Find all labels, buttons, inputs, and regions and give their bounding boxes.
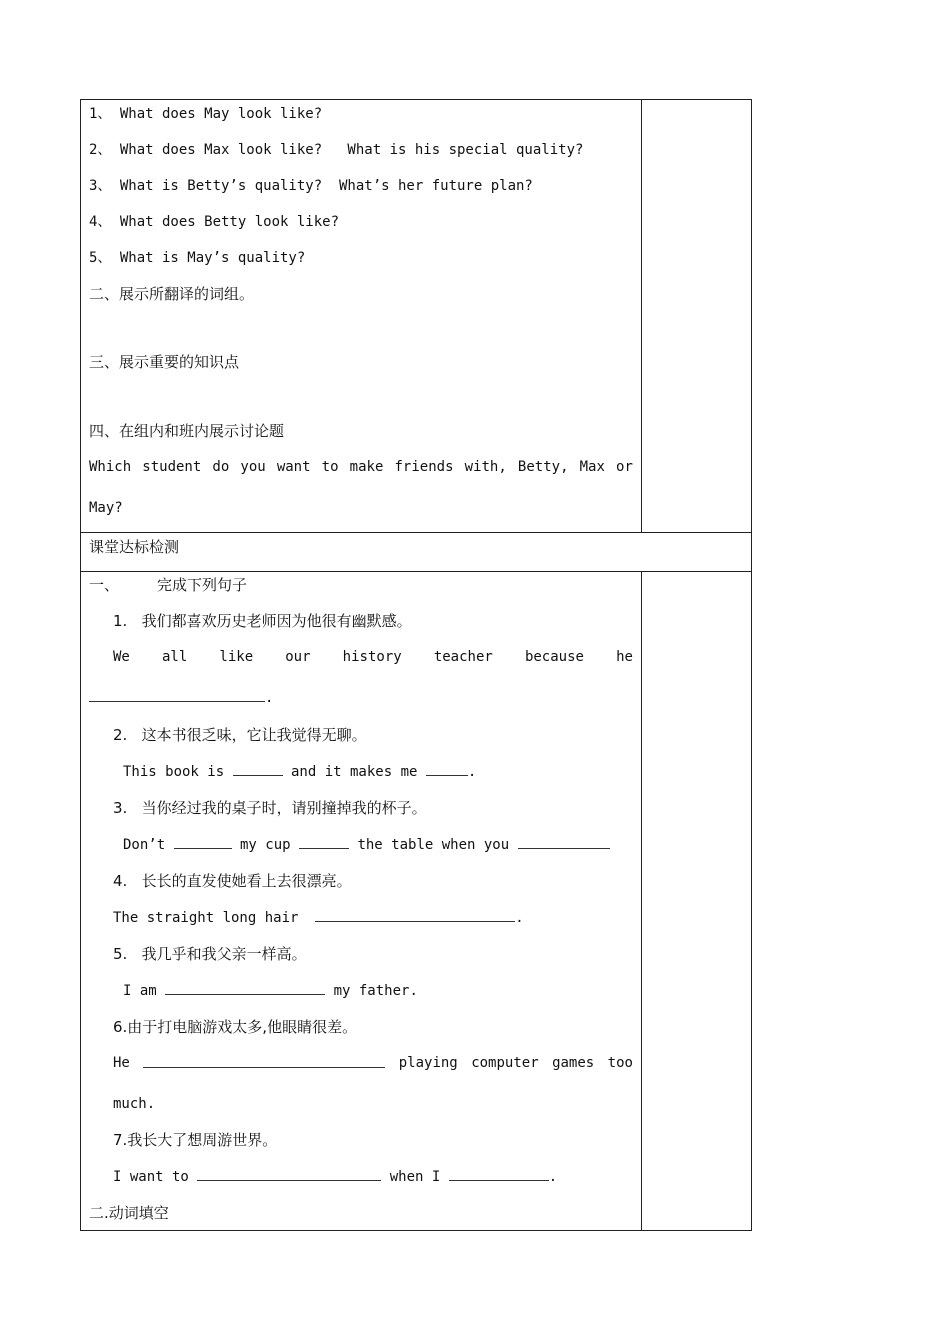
discussion-word: with, <box>464 459 507 475</box>
discussion-word: Betty, <box>517 459 569 475</box>
sentence-1-word: teacher <box>433 649 493 665</box>
exercise-cell <box>81 572 642 1230</box>
discussion-word: friends <box>394 459 454 475</box>
sentence-5-english: I am my father. <box>89 980 633 1001</box>
discussion-word: do <box>212 459 230 475</box>
discussion-word: Max <box>579 459 605 475</box>
sentence-1-word: all <box>161 649 188 665</box>
discussion-word: want <box>276 459 311 475</box>
part-1-number: 一、 <box>89 576 120 594</box>
question-4: 4、 What does Betty look like? <box>89 214 340 230</box>
section-3-heading: 三、展示重要的知识点 <box>89 353 240 371</box>
answer-blank[interactable] <box>165 980 325 995</box>
sentence-2-english: This book is and it makes me . <box>89 761 633 782</box>
notes-cell <box>642 100 751 532</box>
discussion-question <box>89 457 633 477</box>
discussion-word: student <box>142 459 202 475</box>
question-5: 5、 What is May’s quality? <box>89 250 306 266</box>
sentence-4-chinese: 4. 长长的直发使她看上去很漂亮。 <box>113 872 352 890</box>
sentence-1-word: because <box>524 649 584 665</box>
answer-blank[interactable] <box>426 761 468 776</box>
sentence-6-word: games <box>552 1055 595 1071</box>
question-2: 2、 What does Max look like? What is his special quality? <box>89 142 584 158</box>
sentence-6-english <box>89 1053 633 1073</box>
sentence-6-word: computer <box>471 1055 539 1071</box>
discussion-word: or <box>616 459 633 475</box>
sentence-6-word: too <box>607 1055 633 1071</box>
sentence-1-word: We <box>113 649 130 665</box>
sentence-1-continuation: . <box>89 687 633 708</box>
sentence-6-chinese: 6.由于打电脑游戏太多,他眼睛很差。 <box>113 1018 358 1036</box>
answer-blank[interactable] <box>233 761 283 776</box>
sentence-6-word: playing <box>398 1055 458 1071</box>
sentence-1-word: like <box>219 649 254 665</box>
discussion-question-end: May? <box>89 500 123 516</box>
answer-blank[interactable] <box>89 687 265 702</box>
answer-blank[interactable] <box>449 1166 549 1181</box>
sentence-1-chinese: 1. 我们都喜欢历史老师因为他很有幽默感。 <box>113 612 412 630</box>
sentence-7-chinese: 7.我长大了想周游世界。 <box>113 1131 278 1149</box>
test-header-cell <box>81 533 751 571</box>
discussion-word: to <box>321 459 339 475</box>
sentence-6-word: He <box>113 1055 130 1071</box>
part-2-heading: 二.动词填空 <box>89 1204 169 1222</box>
sentence-2-chinese: 2. 这本书很乏味，它让我觉得无聊。 <box>113 726 367 744</box>
answer-blank[interactable] <box>299 834 349 849</box>
lesson-table <box>80 99 752 1231</box>
answer-blank[interactable] <box>518 834 610 849</box>
sentence-1-word: our <box>285 649 311 665</box>
test-header-row <box>81 532 751 571</box>
test-header: 课堂达标检测 <box>89 538 180 556</box>
sentence-4-english: The straight long hair . <box>89 907 633 928</box>
sentence-3-chinese: 3. 当你经过我的桌子时，请别撞掉我的杯子。 <box>113 799 427 817</box>
notes-cell <box>642 572 751 1230</box>
discussion-word: Which <box>89 459 132 475</box>
answer-blank[interactable] <box>143 1053 385 1068</box>
part-1-title: 完成下列句子 <box>157 576 248 594</box>
discussion-word: make <box>349 459 384 475</box>
question-3: 3、 What is Betty’s quality? What’s her future plan? <box>89 178 533 194</box>
display-cell <box>81 100 642 532</box>
sentence-7-english: I want to when I . <box>89 1166 633 1187</box>
section-4-heading: 四、在组内和班内展示讨论题 <box>89 422 285 440</box>
sentence-3-english: Don’t my cup the table when you <box>89 834 633 855</box>
discussion-word: you <box>240 459 266 475</box>
sentence-5-chinese: 5. 我几乎和我父亲一样高。 <box>113 945 307 963</box>
exercise-row <box>81 571 751 1230</box>
sentence-6-continuation: much. <box>113 1096 156 1112</box>
answer-blank[interactable] <box>174 834 232 849</box>
sentence-1-english <box>89 647 633 667</box>
sentence-1-word: he <box>616 649 633 665</box>
sentence-1-word: history <box>342 649 402 665</box>
section-2-heading: 二、展示所翻译的词组。 <box>89 285 255 303</box>
answer-blank[interactable] <box>315 907 515 922</box>
answer-blank[interactable] <box>197 1166 381 1181</box>
part-1-heading <box>89 575 633 595</box>
display-row <box>81 100 751 532</box>
question-1: 1、 What does May look like? <box>89 106 323 122</box>
